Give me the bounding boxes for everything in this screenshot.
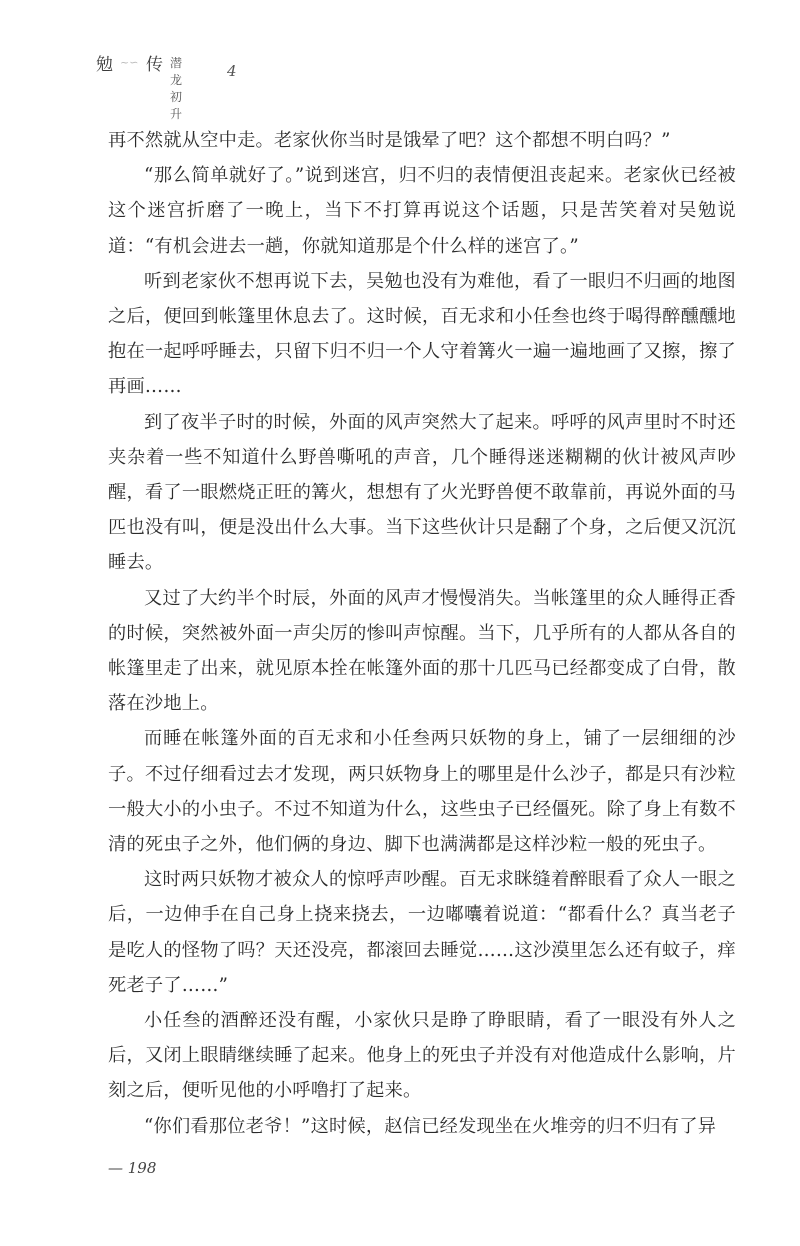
paragraph: “那么简单就好了。”说到迷宫，归不归的表情便沮丧起来。老家伙已经被这个迷宫折磨了一晚上，当下不打算再说这个话题，只是苦笑着对吴勉说道：“有机会进去一趟，你就知道那是个什么样的迷宫了。” (108, 165, 736, 257)
book-title-char-2: 传 (146, 55, 163, 75)
body-text (108, 123, 736, 1144)
paragraph: 又过了大约半个时辰，外面的风声才慢慢消失。当帐篷里的众人睡得正香的时候，突然被外面一声尖厉的惨叫声惊醒。当下，几乎所有的人都从各自的帐篷里走了出来，就见原本拴在帐篷外面的那十几匹马已经都变成了白骨，散落在沙地上。 (108, 587, 736, 715)
paragraph: 到了夜半子时的时候，外面的风声突然大了起来。呼呼的风声里时不时还夹杂着一些不知道什么野兽嘶吼的声音，几个睡得迷迷糊糊的伙计被风声吵醒，看了一眼燃烧正旺的篝火，想想有了火光野兽便不敢靠前，再说外面的马匹也没有叫，便是没出什么大事。当下这些伙计只是翻了个身，之后便又沉沉睡去。 (108, 411, 736, 574)
paragraph: 而睡在帐篷外面的百无求和小任叁两只妖物的身上，铺了一层细细的沙子。不过仔细看过去才发现，两只妖物身上的哪里是什么沙子，都是只有沙粒一般大小的小虫子。不过不知道为什么，这些虫子已经僵死。除了身上有数不清的死虫子之外，他们俩的身边、脚下也满满都是这样沙粒一般的死虫子。 (108, 728, 736, 856)
paragraph: “你们看那位老爷！”这时候，赵信已经发现坐在火堆旁的归不归有了异 (144, 1115, 717, 1137)
paragraph: 听到老家伙不想再说下去，吴勉也没有为难他，看了一眼归不归画的地图之后，便回到帐篷里休息去了。这时候，百无求和小任叁也终于喝得醉醺醺地抱在一起呼呼睡去，只留下归不归一个人守着篝火一遍一遍地画了又擦，擦了再画…… (108, 270, 736, 398)
paragraph: 再不然就从空中走。老家伙你当时是饿晕了吧？这个都想不明白吗？” (108, 130, 671, 151)
page-number: — 198 (108, 1159, 157, 1177)
book-title-char-1: 勉 (96, 55, 113, 75)
title-ornament: ~∽ (120, 56, 139, 69)
paragraph: 小任叁的酒醉还没有醒，小家伙只是睁了睁眼睛，看了一眼没有外人之后，又闭上眼睛继续睡了起来。他身上的死虫子并没有对他造成什么影响，片刻之后，便听见他的小呼噜打了起来。 (108, 1010, 736, 1102)
volume-number: 4 (227, 62, 237, 80)
book-subtitle: 潜龙初升 (170, 56, 184, 121)
paragraph: 这时两只妖物才被众人的惊呼声吵醒。百无求眯缝着醉眼看了众人一眼之后，一边伸手在自己身上挠来挠去，一边嘟囔着说道：“都看什么？真当老子是吃人的怪物了吗？天还没亮，都滚回去睡觉……这沙漠里怎么还有蚊子，痒死老子了……” (108, 869, 736, 996)
